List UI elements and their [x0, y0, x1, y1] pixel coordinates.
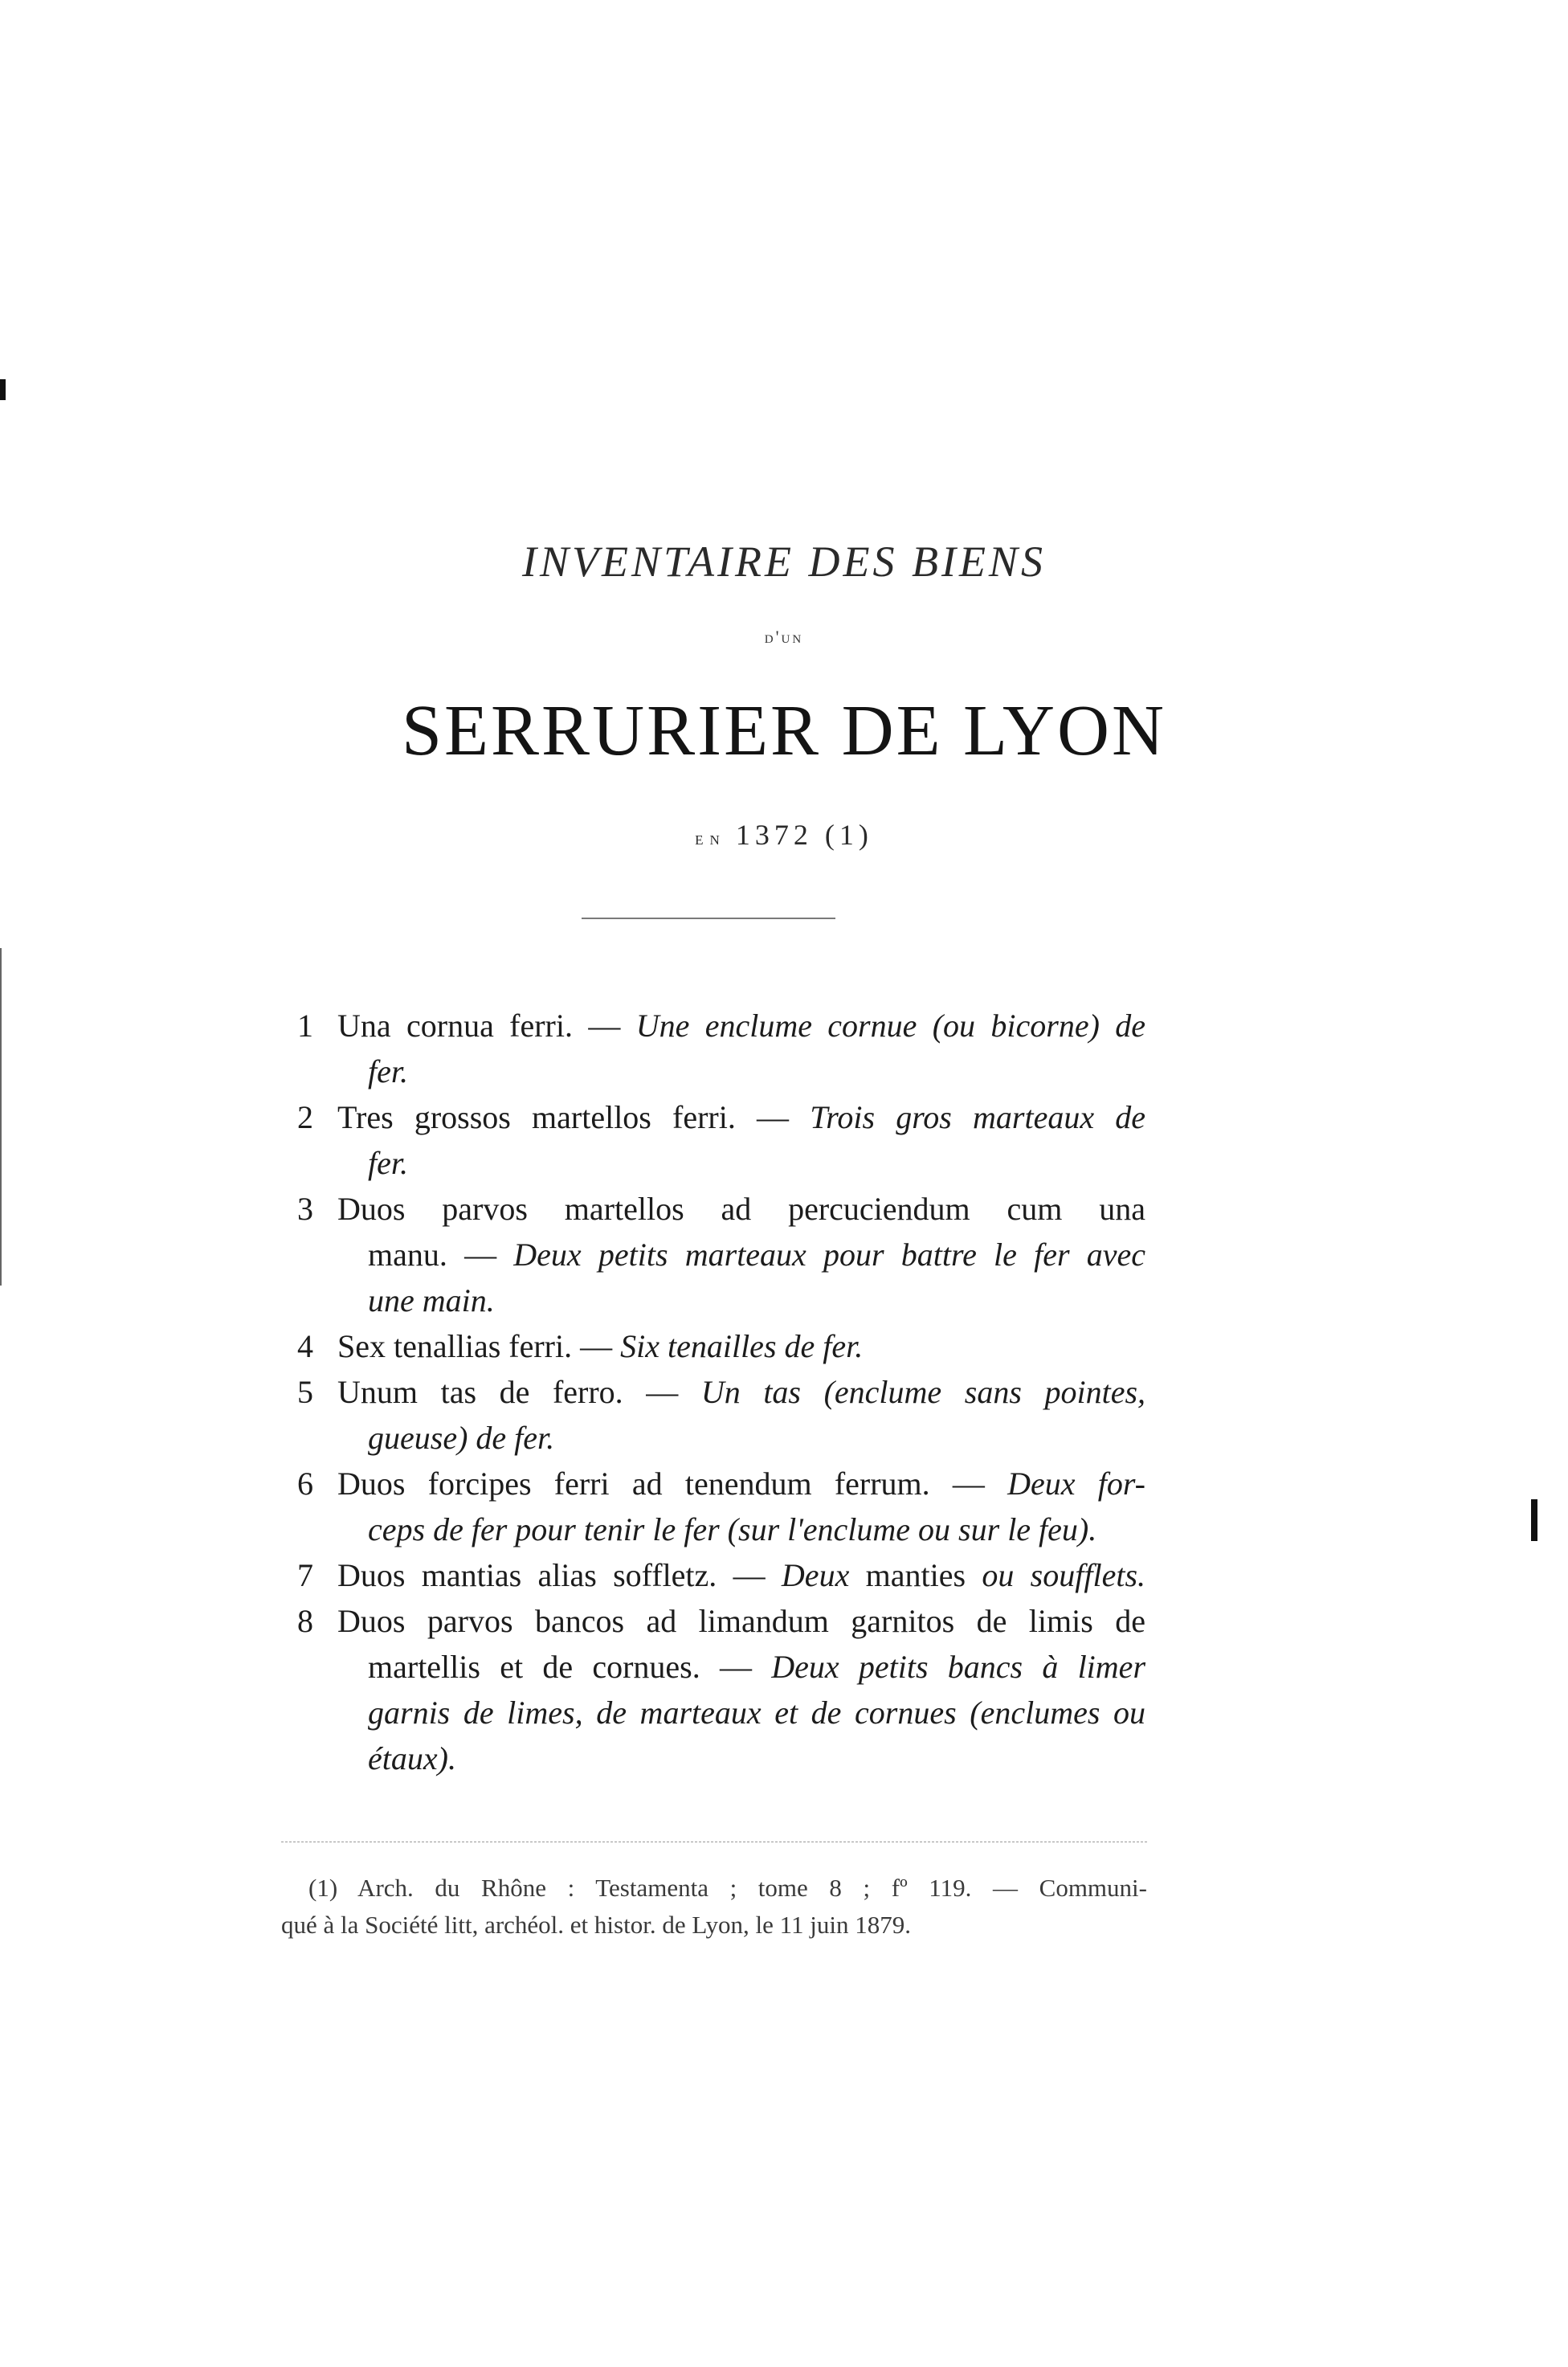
list-item	[297, 1552, 1145, 1598]
item-continuation: étaux).	[368, 1740, 456, 1776]
item-number: 5	[297, 1374, 313, 1410]
list-item	[297, 1186, 1145, 1323]
item-number: 1	[297, 1008, 313, 1044]
item-latin: manties	[865, 1557, 966, 1593]
page-title: SERRURIER DE LYON	[401, 691, 1166, 771]
year-prefix: en	[695, 828, 726, 849]
item-continuation: ceps de fer pour tenir le fer (sur l'enclume ou sur le feu).	[368, 1511, 1097, 1547]
item-continuation: gueuse) de fer.	[368, 1420, 555, 1456]
title-italic: INVENTAIRE DES BIENS	[522, 538, 1046, 586]
item-latin: Tres grossos martellos ferri. —	[337, 1099, 790, 1135]
scan-mark	[0, 379, 6, 400]
list-item	[297, 1323, 1145, 1369]
item-number: 2	[297, 1099, 313, 1135]
item-continuation: fer.	[368, 1053, 408, 1089]
footnote-line: (1) Arch. du Rhône : Testamenta ; tome 8 ; fº 119. — Communi-	[308, 1874, 1147, 1902]
list-item	[297, 1461, 1145, 1552]
item-number: 4	[297, 1328, 313, 1364]
list-item	[297, 1094, 1145, 1186]
item-latin: Duos parvos martellos ad percuciendum cum una	[337, 1191, 1145, 1227]
item-latin: Duos forcipes ferri ad tenendum ferrum. —	[337, 1466, 985, 1502]
scan-mark	[0, 948, 2, 1286]
item-number: 7	[297, 1557, 313, 1593]
item-french: Une enclume cornue (ou bicorne) de	[635, 1008, 1146, 1044]
footnote-line: qué à la Société litt, archéol. et histor. de Lyon, le 11 juin 1879.	[281, 1911, 912, 1939]
item-french: ou soufflets.	[982, 1557, 1146, 1593]
item-latin: Unum tas de ferro. —	[337, 1374, 679, 1410]
list-item	[297, 1003, 1145, 1094]
item-continuation: garnis de limes, de marteaux et de cornues (enclumes ou	[368, 1695, 1145, 1731]
item-french: Deux petits marteaux pour battre le fer avec	[513, 1237, 1145, 1273]
item-continuation: fer.	[368, 1145, 408, 1181]
item-number: 3	[297, 1191, 313, 1227]
title-year	[0, 818, 1568, 852]
list-item	[297, 1369, 1145, 1461]
item-latin: Duos parvos bancos ad limandum garnitos de limis de	[337, 1603, 1145, 1639]
item-latin-cont: martellis et de cornues. —	[368, 1649, 752, 1685]
item-french: Six tenailles de fer.	[620, 1328, 864, 1364]
item-latin: Una cornua ferri. —	[337, 1008, 621, 1044]
item-latin: Duos mantias alias soffletz. —	[337, 1557, 766, 1593]
item-number: 6	[297, 1466, 313, 1502]
inventory-list	[297, 1003, 1145, 1781]
item-number: 8	[297, 1603, 313, 1639]
item-french: Trois gros marteaux de	[810, 1099, 1145, 1135]
item-continuation: une main.	[368, 1282, 495, 1318]
year-value: 1372 (1)	[735, 819, 873, 851]
scan-mark	[1531, 1499, 1537, 1541]
title-rule	[582, 918, 835, 919]
item-latin-cont: manu. —	[368, 1237, 497, 1273]
title-dun: d'un	[764, 627, 804, 647]
item-latin: Sex tenallias ferri. —	[337, 1328, 613, 1364]
item-french: Deux for-	[1007, 1466, 1145, 1502]
item-french: Deux	[781, 1557, 850, 1593]
list-item	[297, 1598, 1145, 1781]
item-french: Un tas (enclume sans pointes,	[700, 1374, 1146, 1410]
item-french: Deux petits bancs à limer	[771, 1649, 1146, 1685]
